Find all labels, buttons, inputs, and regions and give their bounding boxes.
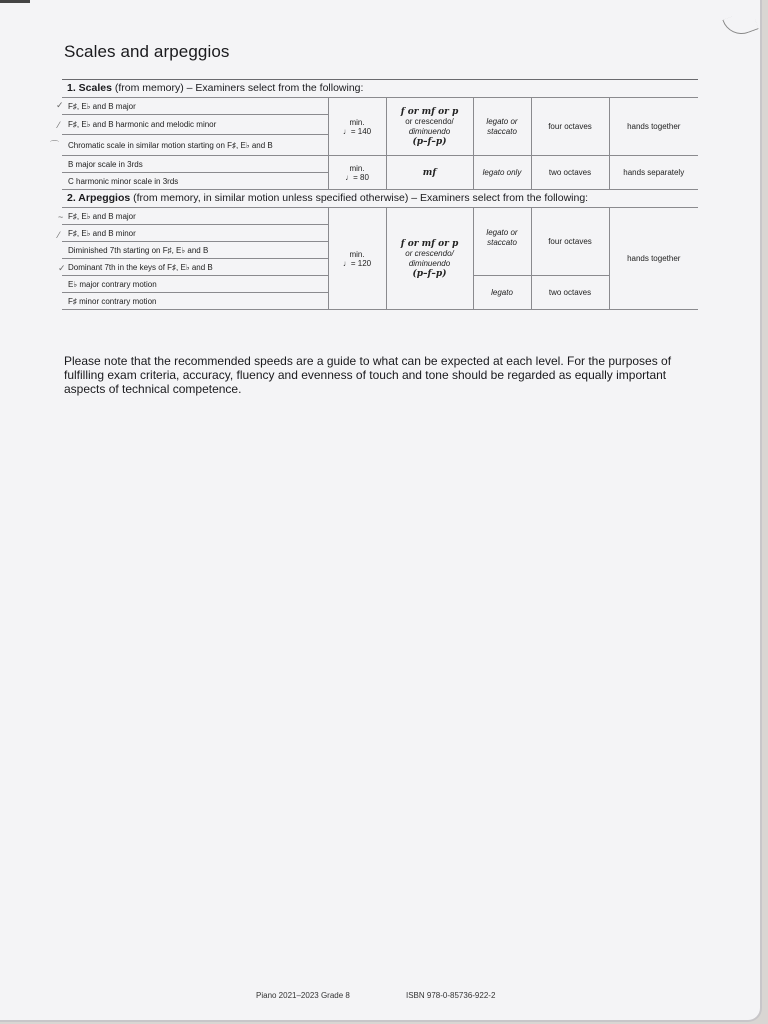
page-corner-curl xyxy=(722,9,758,39)
scales-speed-1 xyxy=(328,98,386,156)
scale-item-1: F♯, E♭ and B harmonic and melodic minor xyxy=(62,115,328,135)
arpeggio-item-3: Dominant 7th in the keys of F♯, E♭ and B xyxy=(62,259,328,276)
arpeggio-item-2: Diminished 7th starting on F♯, E♭ and B xyxy=(62,242,328,259)
pencil-tick-mark: ✓ xyxy=(58,263,66,273)
page-title: Scales and arpeggios xyxy=(64,42,230,61)
scales-hands-1: hands together xyxy=(609,98,698,156)
scales-dynamics-1 xyxy=(386,98,473,156)
pencil-tick-mark: ⁄ xyxy=(58,230,60,240)
scales-range-2: two octaves xyxy=(531,156,609,190)
speed-value: ♩= 120 xyxy=(342,258,372,268)
arpeggios-speed xyxy=(328,208,386,310)
scales-range-1: four octaves xyxy=(531,98,609,156)
scales-heading-bold: 1. Scales xyxy=(67,82,112,94)
table-row xyxy=(62,208,698,225)
scales-dynamics-2: mf xyxy=(386,156,473,190)
arpeggios-range-b: two octaves xyxy=(531,276,609,310)
pencil-tick-mark: ⁄ xyxy=(58,120,60,130)
footer-isbn: ISBN 978-0-85736-922-2 xyxy=(406,991,496,1000)
arpeggios-heading-bold: 2. Arpeggios xyxy=(67,192,131,204)
scales-hands-2: hands separately xyxy=(609,156,698,190)
scales-articulation-2: legato only xyxy=(473,156,531,190)
dynamics-line-4: (p–f–p) xyxy=(412,268,447,279)
footer-grade: Piano 2021–2023 Grade 8 xyxy=(256,991,350,1000)
scales-speed-2 xyxy=(328,156,386,190)
scales-heading-text: (from memory) – Examiners select from the following: xyxy=(111,82,364,94)
arpeggios-hands: hands together xyxy=(609,208,698,310)
dynamics-line-2: or crescendo/ xyxy=(405,116,454,126)
arpeggios-heading-text: (from memory, in similar motion unless specified otherwise) – Examiners select from the following: xyxy=(130,192,589,204)
speed-min-label: min. xyxy=(349,249,365,259)
dynamics-line-2: or crescendo/ xyxy=(405,248,454,258)
speed-value: ♩= 140 xyxy=(342,126,372,136)
dynamics-line-4: (p–f–p) xyxy=(412,136,447,147)
arpeggios-heading xyxy=(62,190,698,207)
pencil-tick-mark: ✓ xyxy=(56,100,64,110)
dynamics-line-3: diminuendo xyxy=(408,126,451,136)
arpeggio-item-0: F♯, E♭ and B major xyxy=(62,208,328,225)
table-row xyxy=(62,98,698,115)
arpeggio-item-4: E♭ major contrary motion xyxy=(62,276,328,293)
dynamics-line-1: f or mf or p xyxy=(400,106,459,117)
scale-item-2: Chromatic scale in similar motion starting on F♯, E♭ and B xyxy=(62,135,328,156)
arpeggios-articulation-b: legato xyxy=(473,276,531,310)
arpeggio-item-1: F♯, E♭ and B minor xyxy=(62,225,328,242)
dynamics-line-3: diminuendo xyxy=(408,258,451,268)
scales-heading xyxy=(62,80,698,97)
arpeggio-item-5: F♯ minor contrary motion xyxy=(62,293,328,310)
scales-articulation-1: legato or staccato xyxy=(473,98,531,156)
scale-item-3: B major scale in 3rds xyxy=(62,156,328,173)
speed-min-label: min. xyxy=(349,163,365,173)
scales-table xyxy=(62,97,698,190)
speed-min-label: min. xyxy=(349,117,365,127)
arpeggios-dynamics xyxy=(386,208,473,310)
scale-item-4: C harmonic minor scale in 3rds xyxy=(62,173,328,190)
scale-item-0: F♯, E♭ and B major xyxy=(62,98,328,115)
speed-guidance-note: Please note that the recommended speeds are a guide to what can be expected at each level. For the purposes of fulfilling exam criteria, accuracy, fluency and evenness of touch and tone should be regarded as equally important aspects of technical competence. xyxy=(64,354,672,396)
page-scuff-mark xyxy=(0,0,30,3)
arpeggios-table xyxy=(62,207,698,310)
pencil-tick-mark: ⌒ xyxy=(50,140,60,150)
speed-value: ♩= 80 xyxy=(345,172,369,182)
arpeggios-range-a: four octaves xyxy=(531,208,609,276)
dynamics-line-1: f or mf or p xyxy=(400,238,459,249)
table-row xyxy=(62,156,698,173)
technical-requirements-table xyxy=(62,79,698,310)
pencil-tick-mark: ~ xyxy=(58,212,64,222)
arpeggios-articulation-a: legato or staccato xyxy=(473,208,531,276)
